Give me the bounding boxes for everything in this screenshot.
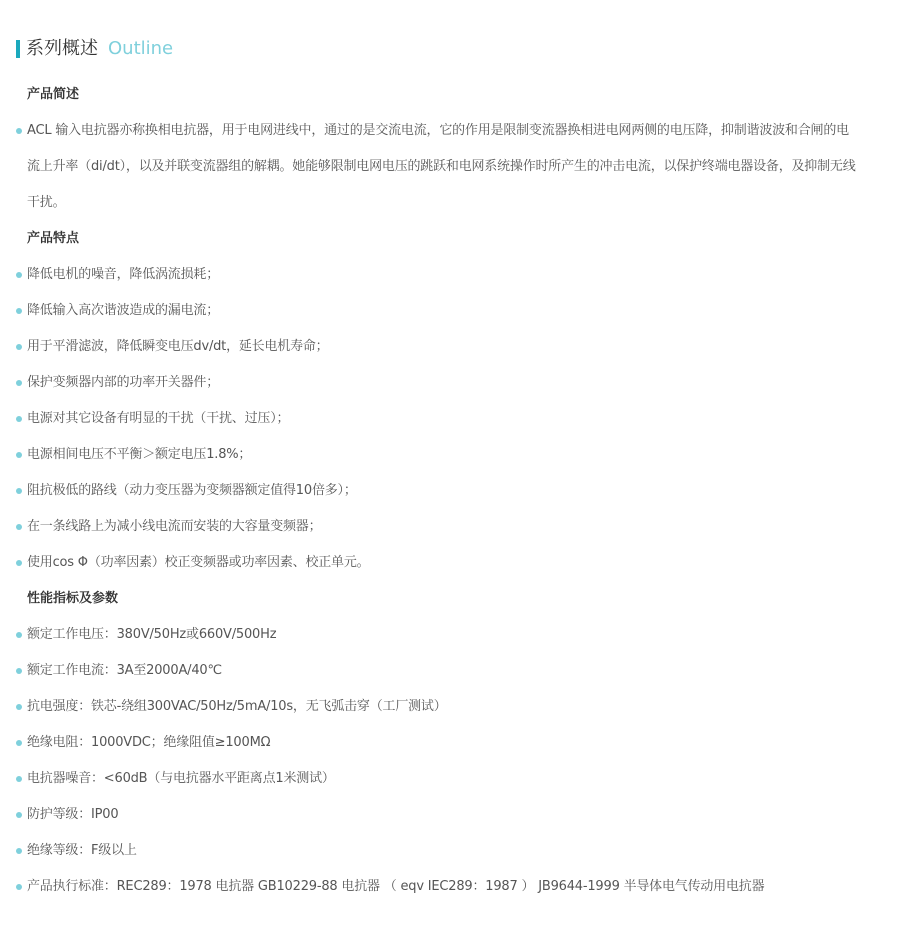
bullet-dot-icon: [16, 128, 22, 134]
list-item: 防护等级：IP00: [0, 797, 900, 833]
list-item: 电源相间电压不平衡＞额定电压1.8%；: [0, 437, 900, 473]
list-item: 用于平滑滤波，降低瞬变电压dv/dt，延长电机寿命；: [0, 329, 900, 365]
bullet-dot-icon: [16, 416, 22, 422]
bullet-dot-icon: [16, 776, 22, 782]
list-item: 降低电机的噪音，降低涡流损耗；: [0, 257, 900, 293]
bullet-dot-icon: [16, 668, 22, 674]
list-item: 额定工作电压：380V/50Hz或660V/500Hz: [0, 617, 900, 653]
list-item: 电源对其它设备有明显的干扰（干扰、过压）；: [0, 401, 900, 437]
list-item: 降低输入高次谐波造成的漏电流；: [0, 293, 900, 329]
bullet-dot-icon: [16, 308, 22, 314]
section-header: [16, 37, 173, 61]
bullet-dot-icon: [16, 272, 22, 278]
section-title-english: Outline: [108, 38, 174, 59]
bullet-dot-icon: [16, 560, 22, 566]
list-item: ACL 输入电抗器亦称换相电抗器，用于电网进线中，通过的是交流电流，它的作用是限制变流器换相进电网两侧的电压降，抑制谐波波和合闸的电流上升率（di/dt），以及并联变流器组的解耦。她能够限制电网电压的跳跃和电网系统操作时所产生的冲击电流，以保护终端电器设备，及抑制无线干扰。: [0, 113, 900, 221]
list-item: 保护变频器内部的功率开关器件；: [0, 365, 900, 401]
list-item: 绝缘电阻：1000VDC；绝缘阻值≥100MΩ: [0, 725, 900, 761]
bullet-dot-icon: [16, 812, 22, 818]
list-item: 额定工作电流：3A至2000A/40℃: [0, 653, 900, 689]
list-item: 绝缘等级：F级以上: [0, 833, 900, 869]
bullet-dot-icon: [16, 488, 22, 494]
bullet-dot-icon: [16, 380, 22, 386]
bullet-dot-icon: [16, 452, 22, 458]
bullet-dot-icon: [16, 884, 22, 890]
section-title: 系列概述: [26, 38, 98, 59]
subheading-specifications: 性能指标及参数: [27, 591, 119, 606]
list-item: 阻抗极低的路线（动力变压器为变频器额定值得10倍多）；: [0, 473, 900, 509]
subheading-features: 产品特点: [27, 231, 80, 246]
list-item: 使用cos Φ（功率因素）校正变频器或功率因素、校正单元。: [0, 545, 900, 581]
bullet-dot-icon: [16, 344, 22, 350]
bullet-dot-icon: [16, 848, 22, 854]
bullet-dot-icon: [16, 740, 22, 746]
list-item: 产品执行标准：REC289：1978 电抗器 GB10229-88 电抗器 （ eqv IEC289：1987 ） JB9644-1999 半导体电气传动用电抗器: [0, 869, 900, 905]
bullet-dot-icon: [16, 632, 22, 638]
bullet-dot-icon: [16, 704, 22, 710]
list-item: 在一条线路上为减小线电流而安装的大容量变频器；: [0, 509, 900, 545]
list-item: 抗电强度：铁芯-绕组300VAC/50Hz/5mA/10s，无飞弧击穿（工厂测试）: [0, 689, 900, 725]
bullet-dot-icon: [16, 524, 22, 530]
content: [0, 77, 900, 905]
accent-bar: [16, 40, 20, 58]
list-item: 电抗器噪音：<60dB（与电抗器水平距离点1米测试）: [0, 761, 900, 797]
subheading-overview: 产品简述: [27, 87, 80, 102]
